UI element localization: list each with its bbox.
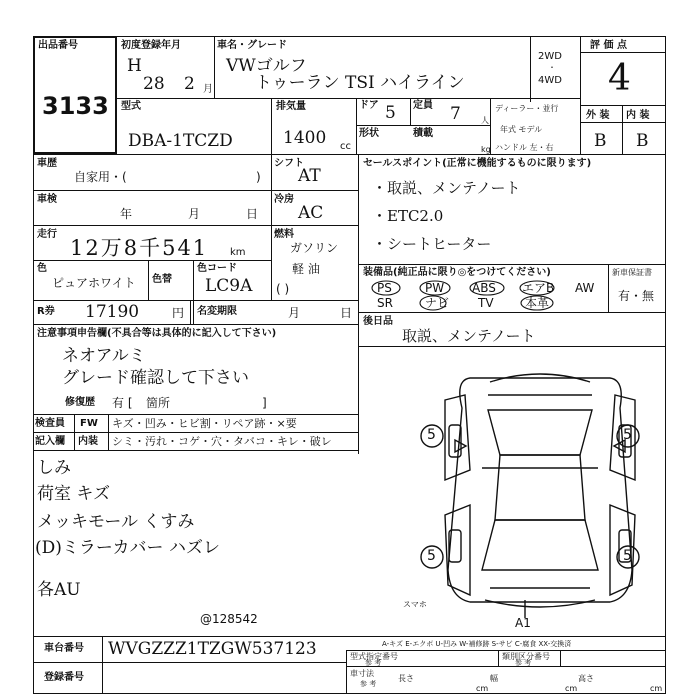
name-change-label: 名変期限 bbox=[197, 306, 237, 317]
recycle-value: 17190 bbox=[85, 302, 140, 322]
doors-value: 5 bbox=[385, 103, 396, 123]
history-label: 車歴 bbox=[37, 158, 57, 169]
selling-item-1: ・取説、メンテノート bbox=[372, 179, 521, 197]
dims-label: 車寸法 bbox=[350, 669, 374, 678]
chassis-label: 車台番号 bbox=[44, 643, 84, 654]
selling-item-3: ・シートヒーター bbox=[372, 235, 492, 253]
class-sub: 参 考 bbox=[515, 659, 532, 667]
capacity-value: 7 bbox=[450, 104, 461, 124]
car-name-line1: VWゴルフ bbox=[226, 56, 307, 76]
a1-mark: A1 bbox=[515, 616, 531, 630]
car-name-line2: トゥーラン TSI ハイライン bbox=[255, 73, 465, 93]
equip-sr[interactable]: SR bbox=[377, 296, 393, 310]
equip-aw[interactable]: AW bbox=[575, 281, 595, 295]
loading-label: 積載 bbox=[413, 128, 433, 139]
repair-close: 箇所 bbox=[146, 396, 171, 410]
capacity-label: 定員 bbox=[413, 100, 433, 111]
length-cm: cm bbox=[476, 684, 489, 693]
reg-year: 28 bbox=[143, 74, 165, 94]
after-items-label: 後日品 bbox=[363, 316, 393, 327]
reg-month: 2 bbox=[184, 74, 195, 94]
ac-label: 冷房 bbox=[274, 194, 294, 205]
ac-value: AC bbox=[298, 203, 324, 223]
displacement-value: 1400 bbox=[283, 128, 327, 148]
naisou-label: 内装 bbox=[78, 436, 98, 447]
selling-item-2: ・ETC2.0 bbox=[372, 207, 444, 225]
damage-mark-1[interactable]: 5 bbox=[427, 427, 436, 443]
odo-value: 12万8千541 bbox=[70, 236, 209, 260]
interior-grade: B bbox=[636, 131, 649, 151]
equip-abs[interactable]: ABS bbox=[472, 281, 496, 295]
history-value: 自家用・( bbox=[74, 170, 127, 184]
sumaho-label: スマホ bbox=[403, 600, 427, 609]
selling-label: セールスポイント(正常に機能するものに限ります) bbox=[363, 158, 592, 169]
type-spec-sub: 参 考 bbox=[365, 659, 382, 667]
lot-number: 3133 bbox=[42, 92, 109, 120]
fuel-diesel[interactable]: 軽 油 bbox=[292, 262, 320, 276]
remark-2: 荷室 キズ bbox=[37, 484, 111, 504]
chassis-value: WVGZZZ1TZGW537123 bbox=[108, 639, 317, 659]
cc-unit: cc bbox=[340, 141, 351, 152]
repair-end: ] bbox=[262, 396, 267, 410]
handle-label: ハンドル 左・右 bbox=[495, 143, 554, 152]
width-label: 幅 bbox=[490, 674, 498, 683]
damage-mark-2[interactable]: 5 bbox=[623, 427, 632, 443]
notes-line2: グレード確認して下さい bbox=[62, 368, 249, 388]
warranty-value[interactable]: 有・無 bbox=[618, 289, 655, 303]
lot-label: 出品番号 bbox=[38, 40, 78, 51]
recycle-label: R券 bbox=[37, 306, 55, 317]
equipment-label: 装備品(純正品に限り◎をつけてください) bbox=[363, 267, 551, 278]
era: H bbox=[127, 56, 142, 76]
color-label: 色 bbox=[37, 263, 47, 274]
color-value: ピュアホワイト bbox=[52, 276, 136, 290]
damage-mark-3[interactable]: 5 bbox=[427, 548, 436, 564]
inspector-label1: 検査員 bbox=[35, 418, 65, 429]
notes-line1: ネオアルミ bbox=[62, 346, 146, 366]
equip-pw[interactable]: PW bbox=[425, 281, 445, 295]
length-label: 長さ bbox=[398, 674, 414, 683]
after-items-value: 取説、メンテノート bbox=[402, 327, 536, 345]
interior-label: 内 装 bbox=[626, 110, 650, 121]
height-cm: cm bbox=[650, 684, 663, 693]
color-change-label: 色替 bbox=[152, 274, 172, 285]
2wd-label[interactable]: 2WD bbox=[538, 51, 562, 62]
yen-unit: 円 bbox=[172, 306, 185, 320]
kg-unit: kg bbox=[481, 145, 491, 154]
fuel-paren: ( ) bbox=[276, 282, 290, 296]
odo-label: 走行 bbox=[37, 229, 57, 240]
equip-ps[interactable]: PS bbox=[377, 281, 392, 295]
history-close: ) bbox=[256, 170, 261, 184]
first-reg-label: 初度登録年月 bbox=[121, 40, 181, 51]
shaken-day-unit: 日 bbox=[246, 207, 259, 221]
class-label: 類別区分番号 bbox=[502, 652, 550, 661]
repair-label: 修復歴 bbox=[65, 397, 95, 408]
model-value: DBA-1TCZD bbox=[128, 131, 233, 151]
remark-4: (D)ミラーカバー ハズレ bbox=[35, 538, 220, 558]
name-change-day: 日 bbox=[340, 306, 353, 320]
damage-mark-4[interactable]: 5 bbox=[623, 548, 632, 564]
name-grade-label: 車名・グレード bbox=[217, 40, 287, 51]
4wd-label[interactable]: 4WD bbox=[538, 75, 562, 86]
exterior-label: 外 装 bbox=[586, 110, 610, 121]
shaken-month-unit: 月 bbox=[188, 207, 201, 221]
height-label: 高さ bbox=[578, 674, 594, 683]
color-code-label: 色コード bbox=[197, 263, 237, 274]
shape-label: 形状 bbox=[359, 128, 379, 139]
repair-value: 有 [ bbox=[112, 396, 133, 410]
remark-3: メッキモール くすみ bbox=[37, 512, 195, 532]
color-code-value: LC9A bbox=[205, 276, 253, 296]
month-unit: 月 bbox=[203, 84, 213, 95]
reg-label: 登録番号 bbox=[44, 672, 84, 683]
wd-dot: ・ bbox=[548, 63, 556, 72]
dealer-label: ディーラー・並行 bbox=[495, 104, 559, 113]
fuel-label: 燃料 bbox=[274, 229, 294, 240]
width-cm: cm bbox=[565, 684, 578, 693]
dims-sub: 参 考 bbox=[360, 680, 377, 688]
equip-tv[interactable]: TV bbox=[478, 296, 494, 310]
notes-label: 注意事項申告欄(不具合等は具体的に記入して下さい) bbox=[37, 328, 277, 339]
shaken-label: 車検 bbox=[37, 194, 57, 205]
inspector-label2: 記入欄 bbox=[35, 436, 65, 447]
inspector-line2: シミ・汚れ・コゲ・穴・タバコ・キレ・破レ bbox=[112, 435, 332, 448]
grade-label: 評 価 点 bbox=[590, 40, 627, 51]
remark-1: しみ bbox=[37, 458, 71, 478]
shaken-year-unit: 年 bbox=[120, 207, 133, 221]
displacement-label: 排気量 bbox=[276, 101, 306, 112]
exterior-grade: B bbox=[594, 131, 607, 151]
shift-value: AT bbox=[298, 166, 321, 186]
km-unit: km bbox=[230, 247, 246, 258]
doors-label: ドア bbox=[359, 100, 379, 111]
equip-navi[interactable]: ナビ bbox=[425, 296, 450, 310]
fuel-gasoline[interactable]: ガソリン bbox=[290, 241, 339, 255]
type-spec-label: 型式指定番号 bbox=[350, 652, 398, 661]
model-label: 型式 bbox=[121, 101, 141, 112]
grade-value: 4 bbox=[608, 58, 631, 99]
name-change-month: 月 bbox=[288, 306, 301, 320]
year-model-label: 年式 モデル bbox=[500, 125, 543, 134]
inspector-line1: キズ・凹み・ヒビ割・リペア跡・×要 bbox=[112, 417, 297, 430]
equip-leather[interactable]: 本革 bbox=[525, 296, 550, 310]
equip-airbag[interactable]: エアB bbox=[522, 281, 555, 295]
remark-5: 各AU bbox=[37, 580, 81, 600]
damage-legend: A-キズ E-エクボ U-凹み W-補修跡 S-サビ C-腐食 XX-交換済 bbox=[382, 640, 572, 648]
fw-label: FW bbox=[80, 418, 98, 429]
odo-note: @128542 bbox=[200, 612, 258, 626]
person-unit: 人 bbox=[481, 116, 489, 125]
shift-label: シフト bbox=[274, 158, 304, 169]
warranty-label: 新車保証書 bbox=[612, 268, 652, 277]
